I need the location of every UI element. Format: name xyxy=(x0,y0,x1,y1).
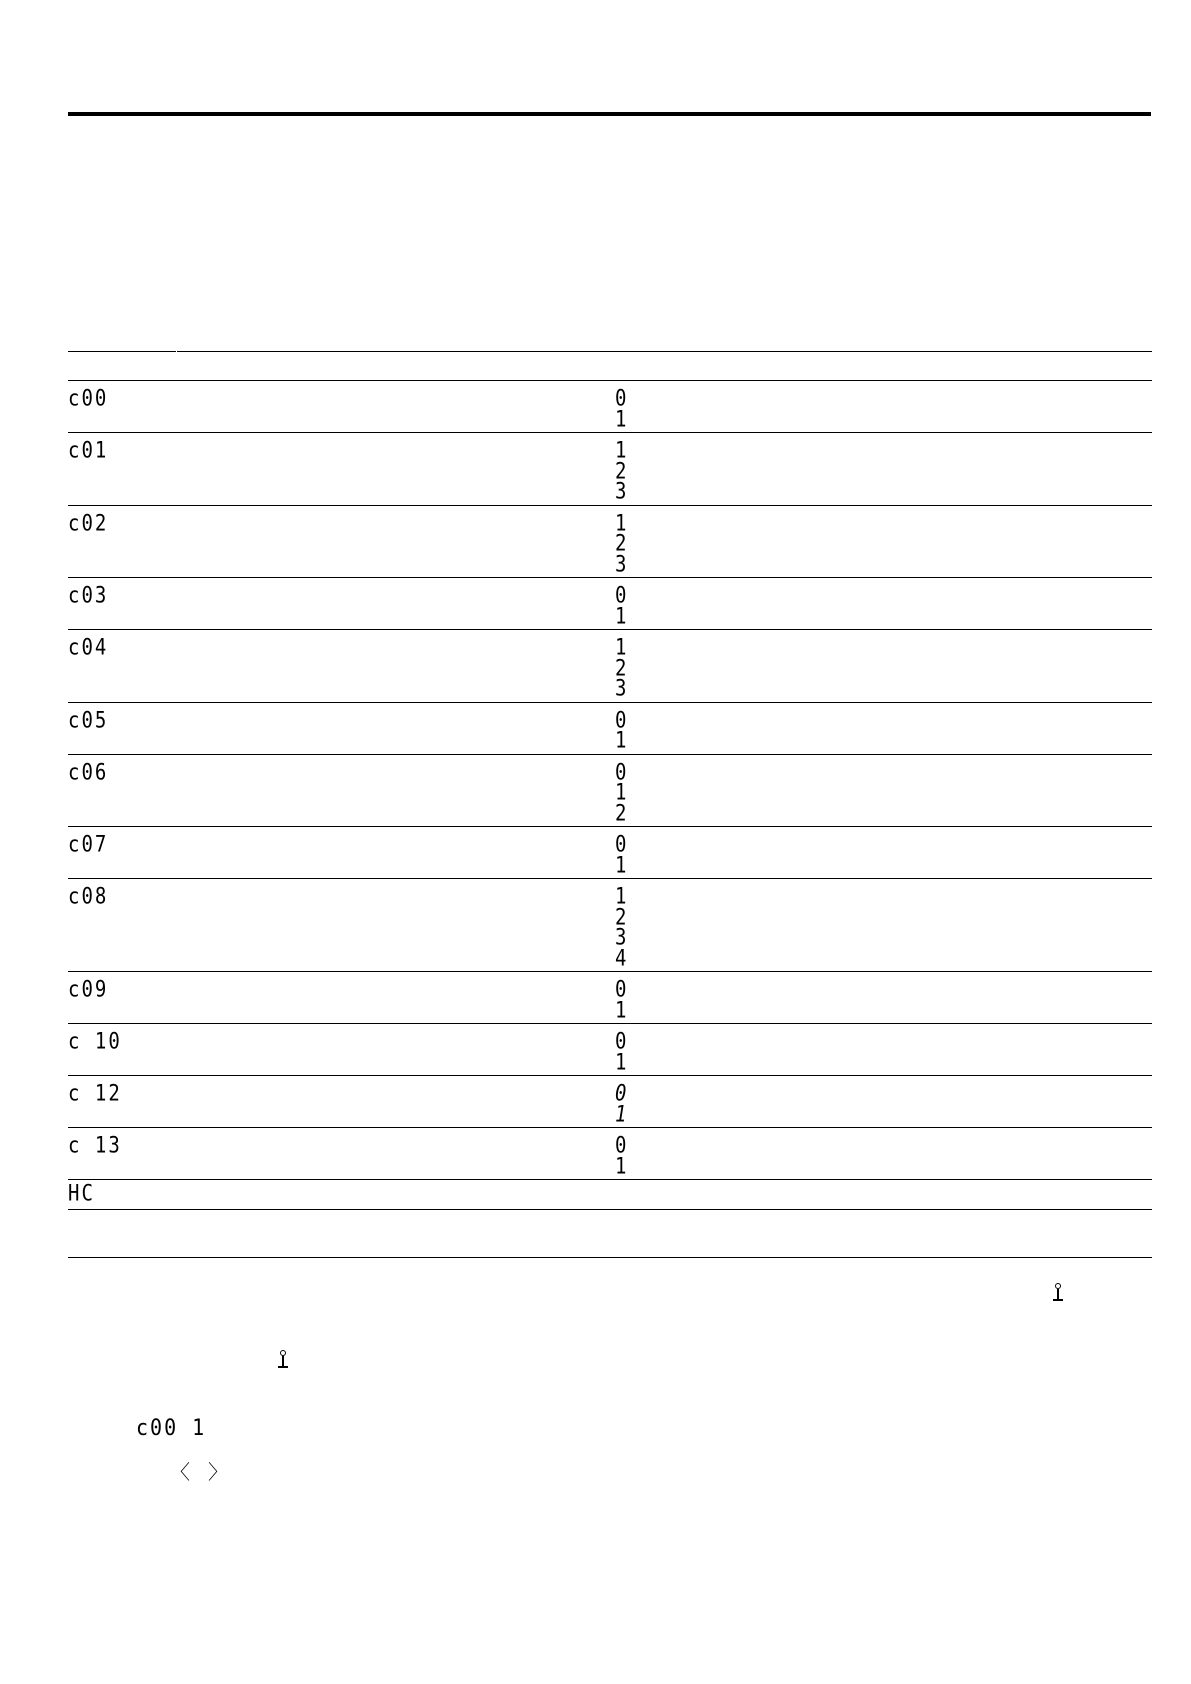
setting-value: 1 xyxy=(615,634,627,661)
table-row xyxy=(68,1210,1152,1258)
setting-value: 2 xyxy=(615,904,627,930)
setting-code: c05 xyxy=(68,707,109,733)
setting-value: 1 xyxy=(615,603,627,629)
info-icon xyxy=(277,1350,288,1368)
factory-reset-code: HC xyxy=(68,1180,95,1207)
setting-code: c 12 xyxy=(68,1080,122,1107)
setting-value: 1 xyxy=(615,1049,627,1075)
table-row xyxy=(68,879,1152,972)
setting-value: 1 xyxy=(615,997,627,1023)
setting-code: c07 xyxy=(68,831,109,858)
setting-value: 2 xyxy=(615,530,627,557)
setting-value: 3 xyxy=(615,924,627,951)
setting-value: 1 xyxy=(615,852,627,878)
setting-value: 1 xyxy=(615,1153,627,1179)
setting-value: 0 xyxy=(615,1028,627,1055)
setting-value: 2 xyxy=(615,458,627,484)
setting-code: c08 xyxy=(68,883,109,910)
setting-value: 0 xyxy=(615,759,627,785)
table-row xyxy=(68,381,1152,433)
chevron-right-icon: 〉 xyxy=(208,1460,228,1484)
setting-value: 1 xyxy=(615,437,627,464)
table-row xyxy=(68,702,1152,754)
table-row xyxy=(68,1076,1152,1128)
code-example: c00 1 xyxy=(136,1414,207,1441)
table-row xyxy=(68,505,1152,578)
header-rule xyxy=(68,112,1151,116)
setting-value: 0 xyxy=(615,707,627,733)
chevron-left-icon: 〈 xyxy=(170,1460,190,1484)
setting-value: 1 xyxy=(615,727,627,754)
setting-value: 3 xyxy=(615,551,627,577)
setting-value: 1 xyxy=(615,883,627,910)
info-icon xyxy=(1052,1283,1063,1301)
setting-value: 1 xyxy=(615,779,627,806)
setting-value: 1 xyxy=(615,1101,627,1127)
setting-value: 1 xyxy=(615,510,627,536)
setting-value: 3 xyxy=(615,478,627,505)
setting-code: c02 xyxy=(68,510,109,536)
table-row xyxy=(68,972,1152,1024)
setting-code: c04 xyxy=(68,634,109,661)
setting-value: 2 xyxy=(615,800,627,826)
setting-code: c 13 xyxy=(68,1132,122,1159)
settings-table xyxy=(68,351,1152,1258)
table-row xyxy=(68,1128,1152,1180)
setting-code: c09 xyxy=(68,976,109,1003)
setting-code: c00 xyxy=(68,385,109,412)
table-row xyxy=(68,433,1152,506)
table-row xyxy=(68,578,1152,630)
setting-value: 0 xyxy=(615,976,627,1003)
table-row xyxy=(68,630,1152,703)
table-row xyxy=(68,827,1152,879)
table-row xyxy=(68,754,1152,827)
setting-value: 0 xyxy=(615,385,627,412)
setting-code: c03 xyxy=(68,582,109,609)
setting-value: 4 xyxy=(615,945,627,971)
setting-value: 1 xyxy=(615,406,627,432)
table-header-row xyxy=(68,352,1152,381)
setting-value: 0 xyxy=(615,582,627,609)
setting-value: 0 xyxy=(615,1132,627,1159)
setting-value: 0 xyxy=(615,1080,627,1107)
setting-value: 3 xyxy=(615,675,627,702)
setting-value: 0 xyxy=(615,831,627,858)
table-row xyxy=(68,1180,1152,1210)
setting-value: 2 xyxy=(615,655,627,681)
table-row xyxy=(68,1024,1152,1076)
setting-code: c06 xyxy=(68,759,109,785)
setting-code: c01 xyxy=(68,437,109,464)
setting-code: c 10 xyxy=(68,1028,122,1055)
